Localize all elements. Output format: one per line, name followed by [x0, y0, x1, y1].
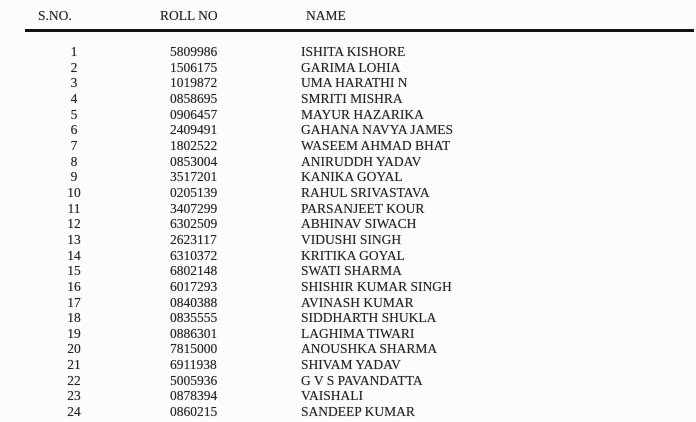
table-row: [0, 185, 696, 201]
row-candidate-name: SANDEEP KUMAR: [301, 404, 415, 420]
row-serial-number: 1: [70, 44, 78, 59]
row-serial-number: 11: [67, 200, 81, 216]
row-candidate-name: KRITIKA GOYAL: [301, 247, 405, 263]
table-row: [0, 326, 696, 342]
row-serial-number: 20: [67, 341, 81, 357]
row-candidate-name: SWATI SHARMA: [301, 263, 402, 279]
row-serial-number: 17: [67, 294, 81, 310]
table-row: [0, 138, 696, 154]
table-row: [0, 122, 696, 138]
row-roll-number: 0858695: [170, 90, 218, 106]
table-row: [0, 232, 696, 248]
table-row: [0, 75, 696, 91]
row-candidate-name: VIDUSHI SINGH: [301, 231, 402, 247]
table-row: [0, 388, 696, 404]
row-serial-number: 22: [67, 372, 81, 388]
row-roll-number: 0205139: [170, 184, 218, 200]
row-serial-number: 19: [67, 325, 81, 341]
row-candidate-name: ANOUSHKA SHARMA: [301, 341, 438, 357]
table-body: [0, 44, 696, 420]
row-candidate-name: UMA HARATHI N: [301, 75, 408, 91]
row-serial-number: 24: [67, 404, 81, 420]
row-candidate-name: SHIVAM YADAV: [301, 357, 401, 373]
row-roll-number: 1019872: [170, 75, 218, 91]
row-candidate-name: MAYUR HAZARIKA: [301, 106, 424, 122]
row-roll-number: 0853004: [170, 153, 218, 169]
table-row: [0, 404, 696, 420]
row-serial-number: 8: [70, 153, 78, 169]
header-serial-number: S.NO.: [38, 8, 72, 23]
row-roll-number: 6802148: [170, 263, 218, 279]
header-name: NAME: [306, 8, 346, 23]
table-row: [0, 201, 696, 217]
table-row: [0, 357, 696, 373]
row-roll-number: 6017293: [170, 278, 218, 294]
table-header: [0, 8, 696, 24]
row-serial-number: 9: [70, 169, 78, 185]
row-roll-number: 1506175: [170, 59, 218, 75]
row-candidate-name: G V S PAVANDATTA: [301, 372, 423, 388]
table-row: [0, 248, 696, 264]
header-roll-no: ROLL NO: [160, 8, 218, 23]
row-candidate-name: SIDDHARTH SHUKLA: [301, 310, 437, 326]
table-row: [0, 263, 696, 279]
row-roll-number: 0906457: [170, 106, 218, 122]
row-serial-number: 10: [67, 184, 81, 200]
row-roll-number: 3517201: [170, 169, 218, 185]
row-candidate-name: KANIKA GOYAL: [301, 169, 403, 185]
table-row: [0, 216, 696, 232]
row-candidate-name: ISHITA KISHORE: [301, 44, 406, 59]
row-serial-number: 14: [67, 247, 81, 263]
row-roll-number: 0860215: [170, 404, 218, 420]
row-candidate-name: ABHINAV SIWACH: [301, 216, 417, 232]
row-roll-number: 6310372: [170, 247, 218, 263]
row-roll-number: 0840388: [170, 294, 218, 310]
row-serial-number: 13: [67, 231, 81, 247]
row-serial-number: 5: [70, 106, 78, 122]
table-row: [0, 107, 696, 123]
row-candidate-name: ANIRUDDH YADAV: [301, 153, 422, 169]
row-candidate-name: GARIMA LOHIA: [301, 59, 401, 75]
row-serial-number: 15: [67, 263, 81, 279]
row-roll-number: 2623117: [170, 231, 217, 247]
row-serial-number: 23: [67, 388, 81, 404]
row-serial-number: 18: [67, 310, 81, 326]
header-divider: [25, 29, 694, 32]
row-candidate-name: AVINASH KUMAR: [301, 294, 414, 310]
table-row: [0, 295, 696, 311]
row-roll-number: 0878394: [170, 388, 218, 404]
row-roll-number: 6911938: [170, 357, 217, 373]
table-row: [0, 373, 696, 389]
table-row: [0, 154, 696, 170]
row-serial-number: 4: [70, 90, 78, 106]
row-serial-number: 21: [67, 357, 81, 373]
row-serial-number: 3: [70, 75, 78, 91]
row-roll-number: 1802522: [170, 137, 218, 153]
table-row: [0, 44, 696, 60]
row-candidate-name: LAGHIMA TIWARI: [301, 325, 415, 341]
row-candidate-name: WASEEM AHMAD BHAT: [301, 137, 451, 153]
row-candidate-name: GAHANA NAVYA JAMES: [301, 122, 454, 138]
row-candidate-name: PARSANJEET KOUR: [301, 200, 425, 216]
row-roll-number: 7815000: [170, 341, 218, 357]
row-candidate-name: RAHUL SRIVASTAVA: [301, 184, 430, 200]
row-candidate-name: SMRITI MISHRA: [301, 90, 403, 106]
row-serial-number: 12: [67, 216, 81, 232]
row-candidate-name: SHISHIR KUMAR SINGH: [301, 278, 452, 294]
row-roll-number: 6302509: [170, 216, 218, 232]
row-roll-number: 0835555: [170, 310, 218, 326]
row-roll-number: 5809986: [170, 44, 218, 59]
row-candidate-name: VAISHALI: [301, 388, 364, 404]
table-row: [0, 169, 696, 185]
row-serial-number: 16: [67, 278, 81, 294]
table-row: [0, 279, 696, 295]
table-row: [0, 310, 696, 326]
row-roll-number: 5005936: [170, 372, 218, 388]
table-row: [0, 60, 696, 76]
row-roll-number: 2409491: [170, 122, 218, 138]
row-serial-number: 7: [70, 137, 78, 153]
table-row: [0, 91, 696, 107]
row-serial-number: 2: [70, 59, 78, 75]
table-row: [0, 341, 696, 357]
row-roll-number: 3407299: [170, 200, 218, 216]
row-roll-number: 0886301: [170, 325, 218, 341]
row-serial-number: 6: [70, 122, 78, 138]
